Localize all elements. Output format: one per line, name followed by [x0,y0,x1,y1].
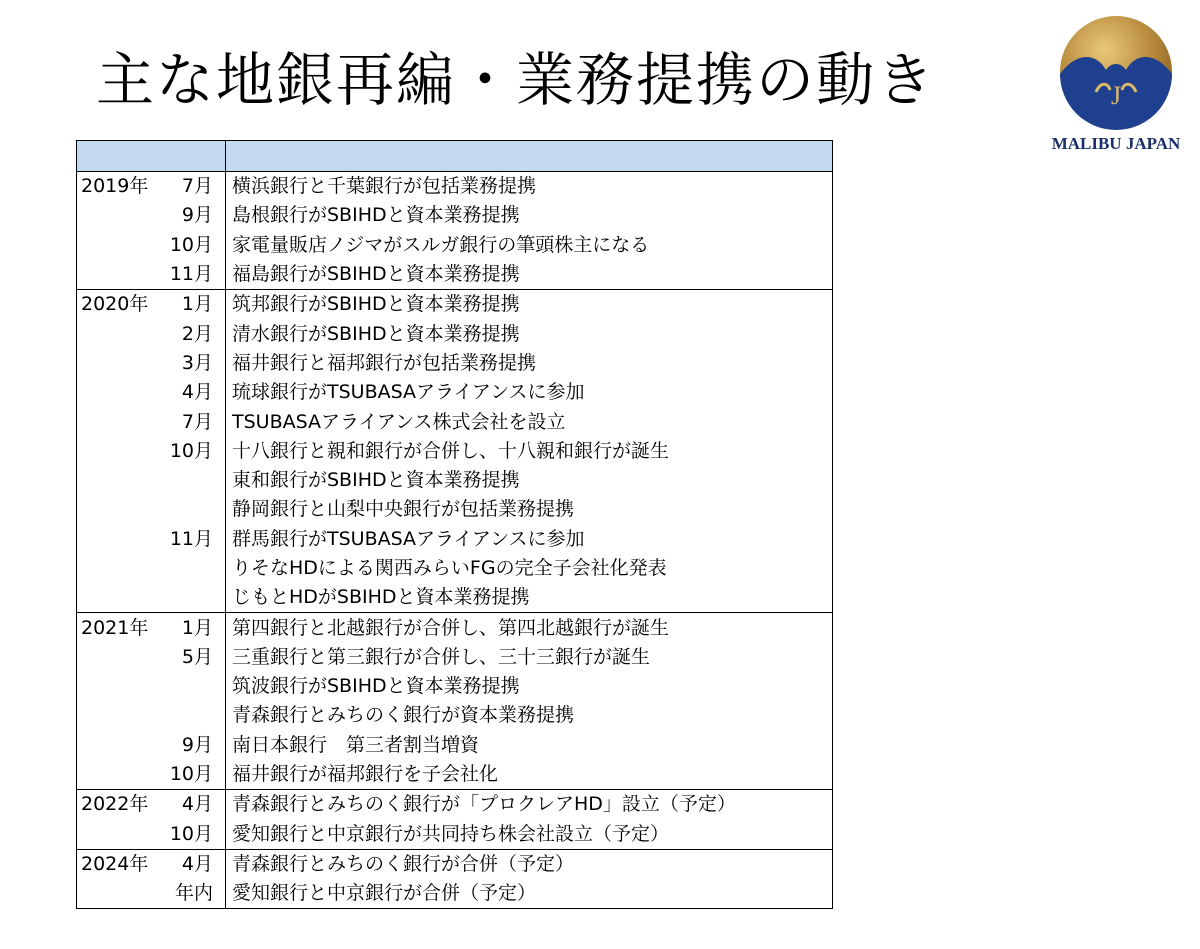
date-cell [77,554,226,583]
month-label: 7月 [181,410,213,433]
month-label: 2月 [181,322,213,345]
table-row [77,583,833,613]
month-label: 1月 [181,293,213,316]
event-cell: 愛知銀行と中京銀行が合併（予定） [226,879,833,909]
month-label: 年内 [174,882,213,905]
date-cell [77,820,226,850]
event-cell: 静岡銀行と山梨中央銀行が包括業務提携 [226,495,833,524]
date-cell [77,583,226,613]
page-title: 主な地銀再編・業務提携の動き [96,46,937,114]
event-cell: 福井銀行と福邦銀行が包括業務提携 [226,349,833,378]
table-row [77,879,833,909]
date-cell [77,672,226,701]
event-cell: 家電量販店ノジマがスルガ銀行の筆頭株主になる [226,231,833,260]
date-cell [77,525,226,554]
month-label: 7月 [181,175,213,198]
event-cell: 十八銀行と親和銀行が合併し、十八親和銀行が誕生 [226,437,833,466]
header-cell-date [77,141,226,172]
year-label: 2019年 [81,175,149,198]
table-header-row [77,141,833,172]
month-label: 4月 [181,852,213,875]
date-cell [77,613,226,643]
event-cell: 三重銀行と第三銀行が合併し、三十三銀行が誕生 [226,643,833,672]
date-cell [77,231,226,260]
month-label: 11月 [169,527,213,550]
date-cell [77,201,226,230]
event-cell: 第四銀行と北越銀行が合併し、第四北越銀行が誕生 [226,613,833,643]
event-cell: 島根銀行がSBIHDと資本業務提携 [226,201,833,230]
date-cell [77,437,226,466]
table-row [77,760,833,790]
date-cell [77,378,226,407]
table-row [77,554,833,583]
date-cell [77,760,226,790]
event-cell: りそなHDによる関西みらいFGの完全子会社化発表 [226,554,833,583]
table-row [77,201,833,230]
month-label: 10月 [169,233,213,256]
year-label: 2021年 [81,616,149,639]
event-cell: 筑邦銀行がSBIHDと資本業務提携 [226,290,833,320]
table-row [77,378,833,407]
date-cell [77,319,226,348]
date-cell [77,790,226,820]
event-cell: 福島銀行がSBIHDと資本業務提携 [226,260,833,290]
table-row [77,701,833,730]
table-row [77,407,833,436]
table-row [77,290,833,320]
year-label: 2024年 [81,852,149,875]
table-row [77,495,833,524]
month-label: 5月 [181,645,213,668]
table-row [77,820,833,850]
event-cell: TSUBASAアライアンス株式会社を設立 [226,407,833,436]
date-cell [77,643,226,672]
header-cell-event [226,141,833,172]
month-label: 10月 [169,822,213,845]
date-cell [77,290,226,320]
table-row [77,260,833,290]
event-cell: 南日本銀行 第三者割当増資 [226,731,833,760]
event-cell: 青森銀行とみちのく銀行が資本業務提携 [226,701,833,730]
date-cell [77,731,226,760]
month-label: 11月 [169,263,213,286]
table-row [77,231,833,260]
table-row [77,172,833,202]
table-row [77,525,833,554]
event-cell: 横浜銀行と千葉銀行が包括業務提携 [226,172,833,202]
event-cell: 青森銀行とみちのく銀行が「プロクレアHD」設立（予定） [226,790,833,820]
date-cell [77,849,226,879]
table-row [77,731,833,760]
date-cell [77,495,226,524]
event-cell: 琉球銀行がTSUBASAアライアンスに参加 [226,378,833,407]
event-cell: 群馬銀行がTSUBASAアライアンスに参加 [226,525,833,554]
table-row [77,643,833,672]
logo-text: MALIBU JAPAN [1051,134,1181,153]
event-cell: 筑波銀行がSBIHDと資本業務提携 [226,672,833,701]
month-label: 9月 [181,204,213,227]
month-label: 10月 [169,439,213,462]
table-row [77,466,833,495]
date-cell [77,349,226,378]
table-row [77,790,833,820]
date-cell [77,466,226,495]
event-cell: 東和銀行がSBIHDと資本業務提携 [226,466,833,495]
table-row [77,349,833,378]
month-label: 3月 [181,351,213,374]
logo [1036,12,1196,162]
date-cell [77,407,226,436]
svg-text:J: J [1110,81,1122,110]
event-cell: 青森銀行とみちのく銀行が合併（予定） [226,849,833,879]
month-label: 10月 [169,763,213,786]
table-row [77,437,833,466]
date-cell [77,260,226,290]
event-cell: 清水銀行がSBIHDと資本業務提携 [226,319,833,348]
table-row [77,319,833,348]
event-cell: 愛知銀行と中京銀行が共同持ち株会社設立（予定） [226,820,833,850]
year-label: 2022年 [81,793,149,816]
date-cell [77,879,226,909]
table-row [77,672,833,701]
merger-timeline-table [76,140,833,909]
event-cell: 福井銀行が福邦銀行を子会社化 [226,760,833,790]
year-label: 2020年 [81,293,149,316]
month-label: 1月 [181,616,213,639]
malibu-logo-icon [1056,12,1176,132]
month-label: 4月 [181,381,213,404]
event-cell: じもとHDがSBIHDと資本業務提携 [226,583,833,613]
date-cell [77,172,226,202]
month-label: 9月 [181,733,213,756]
table-row [77,613,833,643]
date-cell [77,701,226,730]
month-label: 4月 [181,793,213,816]
table-row [77,849,833,879]
